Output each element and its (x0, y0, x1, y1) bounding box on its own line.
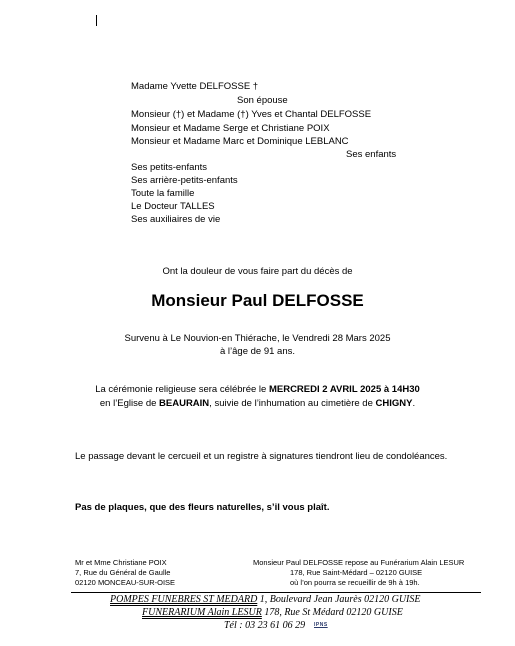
family-role: Ses enfants (346, 149, 397, 160)
family-line: Ses petits-enfants (131, 162, 208, 173)
ceremony-text: , suivie de l’inhumation au cimetière de (209, 398, 376, 409)
death-age: à l’âge de 91 ans. (219, 346, 295, 357)
family-role: Son épouse (237, 95, 288, 106)
deceased-name: Monsieur Paul DELFOSSE (151, 291, 364, 310)
contact-left-address: 7, Rue du Général de Gaulle (75, 568, 171, 577)
condolences-note: Le passage devant le cercueil et un registre à signatures tiendront lieu de condoléances. (75, 451, 448, 462)
family-line: Monsieur et Madame Marc et Dominique LEBLANC (131, 136, 349, 147)
family-line: Ses auxiliaires de vie (131, 214, 221, 225)
ceremony-line-1 (0, 384, 515, 395)
contact-left-city: 02120 MONCEAU-SUR-OISE (75, 578, 176, 587)
family-line: Madame Yvette DELFOSSE † (131, 81, 259, 92)
contact-right-line: Monsieur Paul DELFOSSE repose au Funérarium Alain LESUR (253, 558, 465, 567)
family-line: Toute la famille (131, 188, 195, 199)
ceremony-text: en l’Eglise de (99, 398, 160, 409)
funeral-company-name: POMPES FUNEBRES ST MEDARD (110, 594, 258, 605)
ceremony-line-2 (0, 398, 515, 409)
contact-right-line: 178, Rue Saint-Médard – 02120 GUISE (290, 568, 423, 577)
footer-phone: Tél : 03 23 61 06 29 (224, 620, 306, 631)
footer-line-1 (110, 594, 421, 605)
ipns-logo: IPNS (314, 622, 328, 628)
contact-left-name: Mr et Mme Christiane POIX (75, 558, 167, 567)
announcement-text: Ont la douleur de vous faire part du décès de (162, 266, 353, 277)
ceremony-text: La cérémonie religieuse sera célébrée le (95, 384, 269, 395)
flowers-note: Pas de plaques, que des fleurs naturelles, s’il vous plaît. (75, 502, 330, 513)
family-line: Le Docteur TALLES (131, 201, 215, 212)
footer-line-2 (142, 607, 403, 618)
text-cursor (96, 15, 97, 26)
ceremony-datetime: MERCREDI 2 AVRIL 2025 à 14H30 (268, 384, 420, 395)
funerarium-address: 178, Rue St Médard 02120 GUISE (261, 607, 403, 618)
funeral-company-address: 1, Boulevard Jean Jaurès 02120 GUISE (257, 594, 421, 605)
church-location: BEAURAIN (159, 398, 210, 409)
family-line: Monsieur et Madame Serge et Christiane POIX (131, 123, 330, 134)
footer-divider (71, 592, 481, 593)
ceremony-text: . (412, 398, 416, 409)
death-place-date: Survenu à Le Nouvion-en Thiérache, le Vendredi 28 Mars 2025 (124, 333, 391, 344)
contact-right-line: où l’on pourra se recueillir de 9h à 19h. (290, 578, 420, 587)
funerarium-name: FUNERARIUM Alain LESUR (142, 607, 262, 618)
family-line: Ses arrière-petits-enfants (131, 175, 238, 186)
cemetery-location: CHIGNY (375, 398, 413, 409)
family-line: Monsieur (†) et Madame (†) Yves et Chantal DELFOSSE (131, 109, 372, 120)
